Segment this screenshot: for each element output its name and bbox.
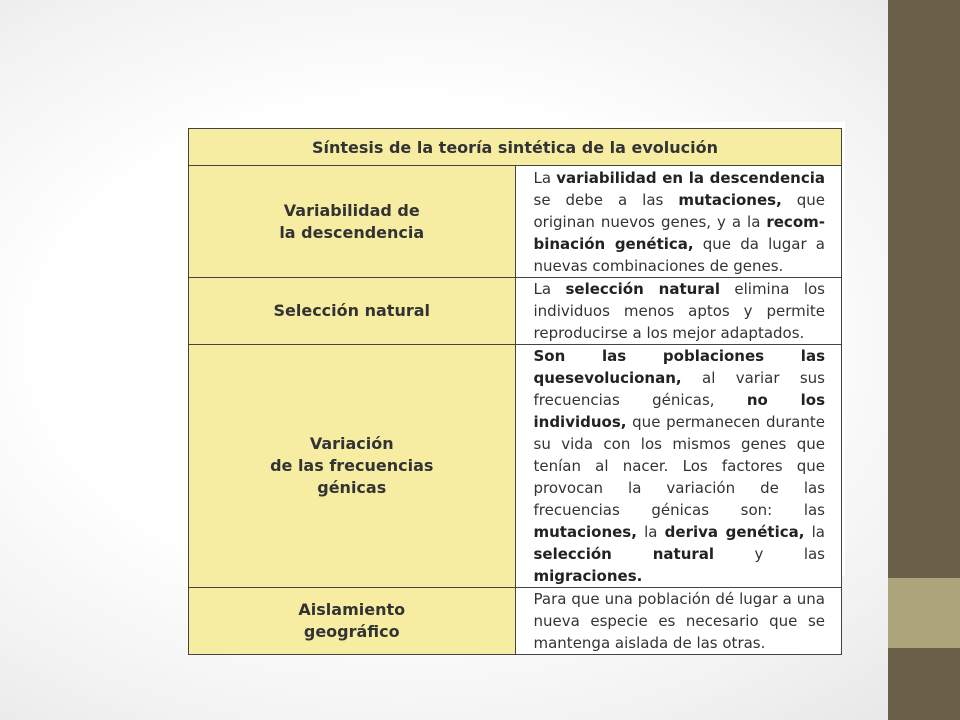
description-text: La xyxy=(533,280,566,298)
row-label-line: Variabilidad de xyxy=(283,200,420,220)
row-description xyxy=(515,588,842,655)
row-label-line: Variación xyxy=(309,434,394,453)
table-row xyxy=(189,166,842,278)
description-text: la xyxy=(804,523,825,541)
row-label-line: de las frecuencias xyxy=(270,456,434,475)
row-description xyxy=(515,166,842,278)
table-body xyxy=(189,166,842,655)
table-card xyxy=(188,122,845,652)
description-text: que da lugar a nuevas combinaciones de genes. xyxy=(533,234,825,275)
row-label-line: génicas xyxy=(317,478,387,497)
description-bold-text: Son las poblaciones las quesevolucionan, xyxy=(533,347,825,387)
table-row xyxy=(189,588,842,655)
description-bold-text: recombinación genética, xyxy=(533,212,825,253)
description-text: Para que una población dé lugar a una nueva especie es necesario que se mantenga aislada de las otras. xyxy=(533,590,825,652)
description-text: La xyxy=(533,168,557,187)
description-text: elimina los individuos menos aptos y permite reproducirse a los mejor adaptados. xyxy=(533,280,825,342)
row-label xyxy=(189,278,516,345)
description-text: y las xyxy=(714,545,825,563)
description-bold-text: mutaciones, xyxy=(533,523,637,541)
description-bold-text: deriva genética, xyxy=(664,523,805,541)
description-bold-text: no los individuos, xyxy=(533,391,825,431)
synthesis-table xyxy=(188,128,842,655)
table-row xyxy=(189,278,842,345)
row-label-line: geográfico xyxy=(303,622,400,641)
row-label-line: Aislamiento xyxy=(298,600,406,619)
description-bold-text: variabilidad en la descendencia xyxy=(556,168,825,187)
row-label-line: Selección natural xyxy=(273,301,430,320)
description-text: al variar sus frecuencias génicas, xyxy=(533,369,825,409)
row-description xyxy=(515,345,842,588)
description-bold-text: selección natural xyxy=(533,545,715,563)
row-label xyxy=(189,588,516,655)
description-text: la xyxy=(636,523,665,541)
table-row xyxy=(189,345,842,588)
row-label xyxy=(189,345,516,588)
row-description xyxy=(515,278,842,345)
description-text: se debe a las xyxy=(533,190,679,209)
row-label xyxy=(189,166,516,278)
table-title: Síntesis de la teoría sintética de la evolución xyxy=(189,129,842,166)
description-bold-text: selección natural xyxy=(565,280,720,298)
row-label-line: la descendencia xyxy=(279,222,425,242)
description-bold-text: mutaciones, xyxy=(678,190,782,209)
side-accent-block xyxy=(888,578,960,648)
description-text: que originan nuevos genes, y a la xyxy=(533,190,826,231)
description-text: que permanecen durante su vida con los mismos genes que tenían al nacer. Los factores que provocan la variación de las frecuencias génicas son: las xyxy=(533,413,825,519)
description-bold-text: migraciones. xyxy=(533,567,643,585)
